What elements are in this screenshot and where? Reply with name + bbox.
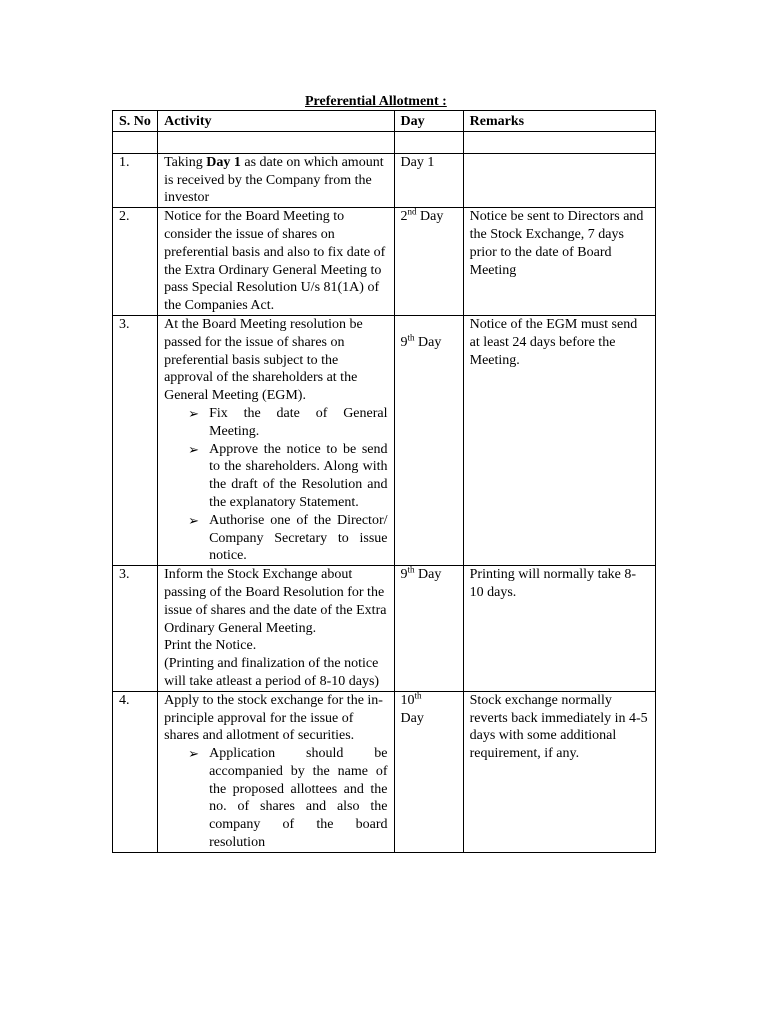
list-item: ➢ Authorise one of the Director/ Company Secretary to issue notice.	[188, 512, 387, 565]
row-sno: 3.	[113, 566, 158, 692]
activity-bullets	[164, 405, 387, 565]
row-activity: Notice for the Board Meeting to consider the issue of shares on preferential basis and also to fix date of the Extra Ordinary General Meeting to pass Special Resolution U/s 81(1A) of the Companies Act.	[158, 208, 394, 316]
row-activity	[158, 566, 394, 692]
activity-bullets	[164, 745, 387, 852]
table-row	[113, 691, 656, 852]
activity-text: Print the Notice.	[164, 638, 257, 654]
row-sno: 2.	[113, 208, 158, 316]
row-sno: 1.	[113, 153, 158, 207]
row-day: 9th Day	[394, 315, 463, 565]
list-item: ➢ Application should be accompanied by the name of the proposed allottees and the no. of shares and also the company of the board resolution	[188, 745, 387, 852]
activity-text: At the Board Meeting resolution be passed for the issue of shares on preferential basis subject to the approval of the shareholders at the General Meeting (EGM).	[164, 316, 363, 404]
row-activity: Taking Day 1 as date on which amount is received by the Company from the investor	[158, 153, 394, 207]
row-remarks: Notice of the EGM must send at least 24 days before the Meeting.	[463, 315, 655, 565]
header-sno: S. No	[113, 111, 158, 132]
row-activity	[158, 315, 394, 565]
preferential-allotment-table	[112, 110, 656, 853]
row-day: 2nd Day	[394, 208, 463, 316]
row-sno: 4.	[113, 691, 158, 852]
row-day: 9th Day	[394, 566, 463, 692]
header-remarks: Remarks	[463, 111, 655, 132]
table-header-row	[113, 111, 656, 132]
activity-text: Inform the Stock Exchange about passing of the Board Resolution for the issue of shares and the date of the Extra Ordinary General Meeting.	[164, 567, 387, 636]
table-row	[113, 208, 656, 316]
header-activity: Activity	[158, 111, 394, 132]
activity-bold: Day 1	[206, 154, 241, 170]
header-day: Day	[394, 111, 463, 132]
list-item: ➢ Fix the date of General Meeting.	[188, 405, 387, 441]
list-item: ➢ Approve the notice to be send to the shareholders. Along with the draft of the Resolution and the explanatory Statement.	[188, 441, 387, 512]
row-activity	[158, 691, 394, 852]
page-title: Preferential Allotment :	[305, 94, 447, 109]
table-row	[113, 153, 656, 207]
spacer-row	[113, 131, 656, 153]
row-remarks: Notice be sent to Directors and the Stock Exchange, 7 days prior to the date of Board Meeting	[463, 208, 655, 316]
row-remarks: Printing will normally take 8-10 days.	[463, 566, 655, 692]
row-remarks	[463, 153, 655, 207]
table-row	[113, 566, 656, 692]
row-remarks: Stock exchange normally reverts back immediately in 4-5 days with some additional requirement, if any.	[463, 691, 655, 852]
activity-text: (Printing and finalization of the notice will take atleast a period of 8-10 days)	[164, 656, 380, 689]
row-day: 10th Day	[394, 691, 463, 852]
table-row	[113, 315, 656, 565]
row-sno: 3.	[113, 315, 158, 565]
row-day: Day 1	[394, 153, 463, 207]
activity-text: Apply to the stock exchange for the in-principle approval for the issue of shares and allotment of securities.	[164, 692, 383, 744]
